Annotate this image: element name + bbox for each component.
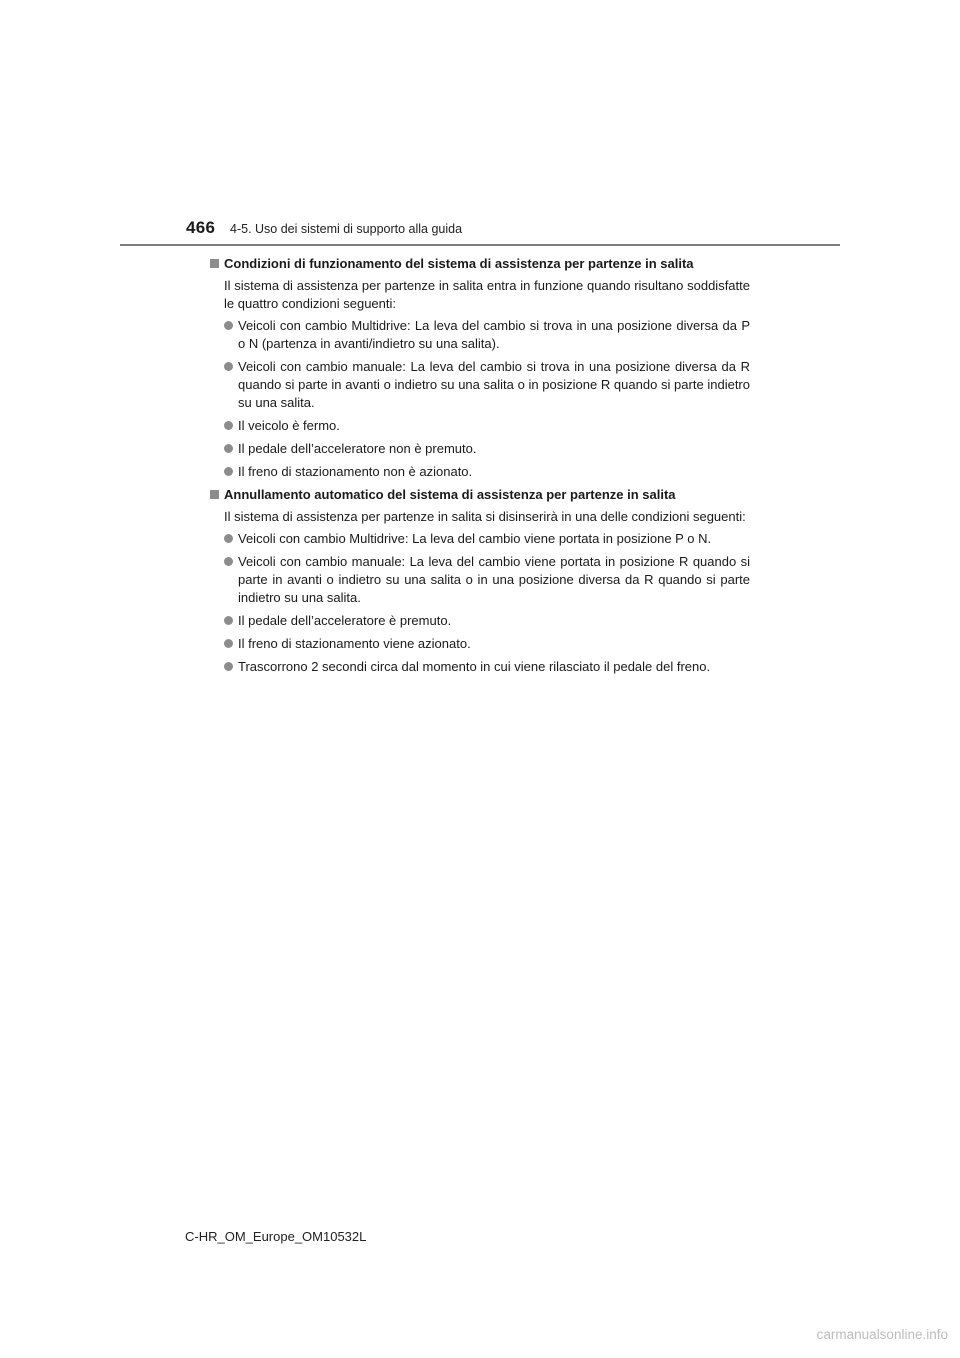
list-item-text: Il freno di stazionamento viene azionato.	[238, 636, 471, 651]
section-intro: Il sistema di assistenza per partenze in salita si disinserirà in una delle condizioni seguenti:	[224, 509, 746, 524]
round-bullet-icon	[224, 444, 233, 453]
list-item-text: Il freno di stazionamento non è azionato.	[238, 464, 473, 479]
round-bullet-icon	[224, 534, 233, 543]
list-item-text: Veicoli con cambio Multidrive: La leva del cambio viene portata in posizione P o N.	[238, 531, 712, 546]
section-operating-conditions	[210, 255, 750, 481]
list-item	[210, 553, 750, 607]
round-bullet-icon	[224, 362, 233, 371]
list-item	[210, 317, 750, 353]
page-content	[210, 255, 750, 681]
round-bullet-icon	[224, 467, 233, 476]
list-item	[210, 530, 750, 548]
header-divider	[120, 244, 840, 246]
round-bullet-icon	[224, 662, 233, 671]
list-item	[210, 463, 750, 481]
round-bullet-icon	[224, 639, 233, 648]
list-item	[210, 440, 750, 458]
section-heading-text: Condizioni di funzionamento del sistema di assistenza per partenze in salita	[224, 256, 694, 271]
round-bullet-icon	[224, 321, 233, 330]
list-item-text: Il pedale dell’acceleratore non è premuto.	[238, 441, 477, 456]
round-bullet-icon	[224, 616, 233, 625]
section-intro: Il sistema di assistenza per partenze in salita entra in funzione quando risultano soddisfatte le quattro condizioni seguenti:	[224, 278, 750, 311]
list-item-text: Il pedale dell’acceleratore è premuto.	[238, 613, 452, 628]
page-number: 466	[186, 218, 216, 237]
square-bullet-icon	[210, 490, 219, 499]
list-item	[210, 658, 750, 676]
list-item-text: Veicoli con cambio Multidrive: La leva del cambio si trova in una posizione diversa da P o N (partenza in avanti/indietro su una salita).	[238, 318, 750, 351]
section-heading	[210, 255, 750, 273]
list-item-text: Trascorrono 2 secondi circa dal momento in cui viene rilasciato il pedale del freno.	[238, 659, 711, 674]
list-item-text: Il veicolo è fermo.	[238, 418, 340, 433]
list-item	[210, 635, 750, 653]
square-bullet-icon	[210, 259, 219, 268]
list-item	[210, 358, 750, 412]
document-code: C-HR_OM_Europe_OM10532L	[185, 1229, 367, 1244]
list-item	[210, 417, 750, 435]
list-item	[210, 612, 750, 630]
section-title: 4-5. Uso dei sistemi di supporto alla guida	[230, 222, 463, 236]
round-bullet-icon	[224, 557, 233, 566]
list-item-text: Veicoli con cambio manuale: La leva del cambio viene portata in posizione R quando si parte in avanti o indietro su una salita o in una posizione diversa da R quando si parte indietro su una salita.	[238, 554, 750, 605]
section-automatic-cancellation	[210, 486, 750, 676]
watermark: carmanualsonline.info	[816, 1327, 948, 1342]
section-heading	[210, 486, 750, 504]
section-heading-text: Annullamento automatico del sistema di assistenza per partenze in salita	[224, 487, 676, 502]
list-item-text: Veicoli con cambio manuale: La leva del cambio si trova in una posizione diversa da R quando si parte in avanti o indietro su una salita o in posizione R quando si parte indietro su una salita.	[238, 359, 750, 410]
round-bullet-icon	[224, 421, 233, 430]
